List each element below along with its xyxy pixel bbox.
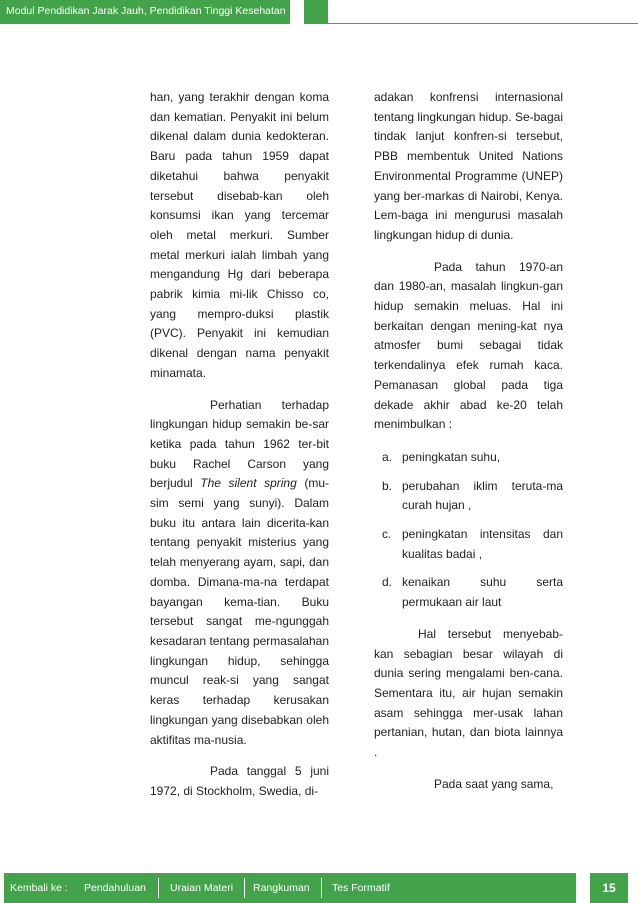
list-item: a. peningkatan suhu, <box>382 449 501 464</box>
paragraph: adakan konfrensi internasional tentang lingkungan hidup. Se-bagai tindak lanjut konfren-si tersebut, PBB membentuk United Nations Environmental Programme (UNEP) yang ber-markas di Nairobi, Kenya. Lem-baga ini mengurusi masalah lingkungan hidup di dunia. <box>374 90 563 242</box>
nav-separator <box>321 878 322 898</box>
paragraph: Perhatian terhadap lingkungan hidup semakin be-sar ketika pada tahun 1962 ter-bit buku Rachel Carson yang berjudul The silent spring (mu-sim semi yang sunyi). Dalam buku itu antara lain dicerita-kan tentang penyakit misterius yang telah menyerang ayam, sapi, dan domba. Dimana-ma-na terdapat bayangan kema-tian. Buku tersebut sangat me-ngunggah kesadaran tentang permasalahan lingkungan hidup, sehingga muncul reak-si yang sangat keras terhadap kerusakan lingkungan yang disebabkan oleh aktifitas ma-nusia. <box>150 397 330 747</box>
list-item: c. peningkatan intensitas dan kualitas badai , <box>382 527 563 561</box>
header-rule <box>328 23 638 24</box>
nav-link-rangkuman[interactable]: Rangkuman <box>253 882 310 894</box>
left-column <box>150 88 329 802</box>
paragraph: Hal tersebut menyebab-kan sebagian besar wilayah di dunia sering mengalami ben-cana. Sementara itu, air hujan semakin asam sehingga mer-usak lahan pertanian, hutan, dan biota lainnya . <box>374 626 563 760</box>
paragraph: Pada tahun 1970-an dan 1980-an, masalah lingkun-gan hidup semakin meluas. Hal ini berkaitan dengan mening-kat nya atmosfer bumi sebagai tidak terkendalinya efek rumah kaca. Pemanasan global pada tiga dekade akhir abad ke-20 telah menimbulkan : <box>374 259 563 432</box>
right-column <box>374 88 563 795</box>
nav-link-pendahuluan[interactable]: Pendahuluan <box>84 882 146 894</box>
header-title: Modul Pendidikan Jarak Jauh, Pendidikan Tinggi Kesehatan <box>6 5 286 17</box>
list-item: b. perubahan iklim teruta-ma curah hujan , <box>382 478 563 513</box>
footer-back-label: Kembali ke : <box>10 882 68 894</box>
header-bar <box>0 0 290 24</box>
footer-nav-bar <box>4 873 576 903</box>
paragraph: Pada tanggal 5 juni 1972, di Stockholm, Swedia, di- <box>150 764 329 798</box>
nav-link-uraian-materi[interactable]: Uraian Materi <box>170 882 234 894</box>
paragraph: Pada saat yang sama, <box>434 776 554 791</box>
header-square <box>304 0 328 24</box>
page-number: 15 <box>602 881 616 895</box>
nav-separator <box>244 878 245 898</box>
book-title: The silent spring <box>200 476 297 491</box>
list-item: d. kenaikan suhu serta permukaan air laut <box>382 575 563 610</box>
nav-link-tes-formatif[interactable]: Tes Formatif <box>332 882 390 894</box>
paragraph: han, yang terakhir dengan koma dan kematian. Penyakit ini belum dikenal dalam dunia kedokteran. Baru pada tahun 1959 dapat diketahui bahwa penyakit tersebut disebab-kan oleh konsumsi ikan yang tercemar oleh metal merkuri. Sumber metal merkuri ialah limbah yang mengandung Hg dari beberapa pabrik kimia mi-lik Chisso co, yang mempro-duksi plastik (PVC). Penyakit ini kemudian dikenal dengan nama penyakit minamata. <box>150 90 329 380</box>
page-number-box <box>590 873 628 903</box>
nav-separator <box>158 878 159 898</box>
